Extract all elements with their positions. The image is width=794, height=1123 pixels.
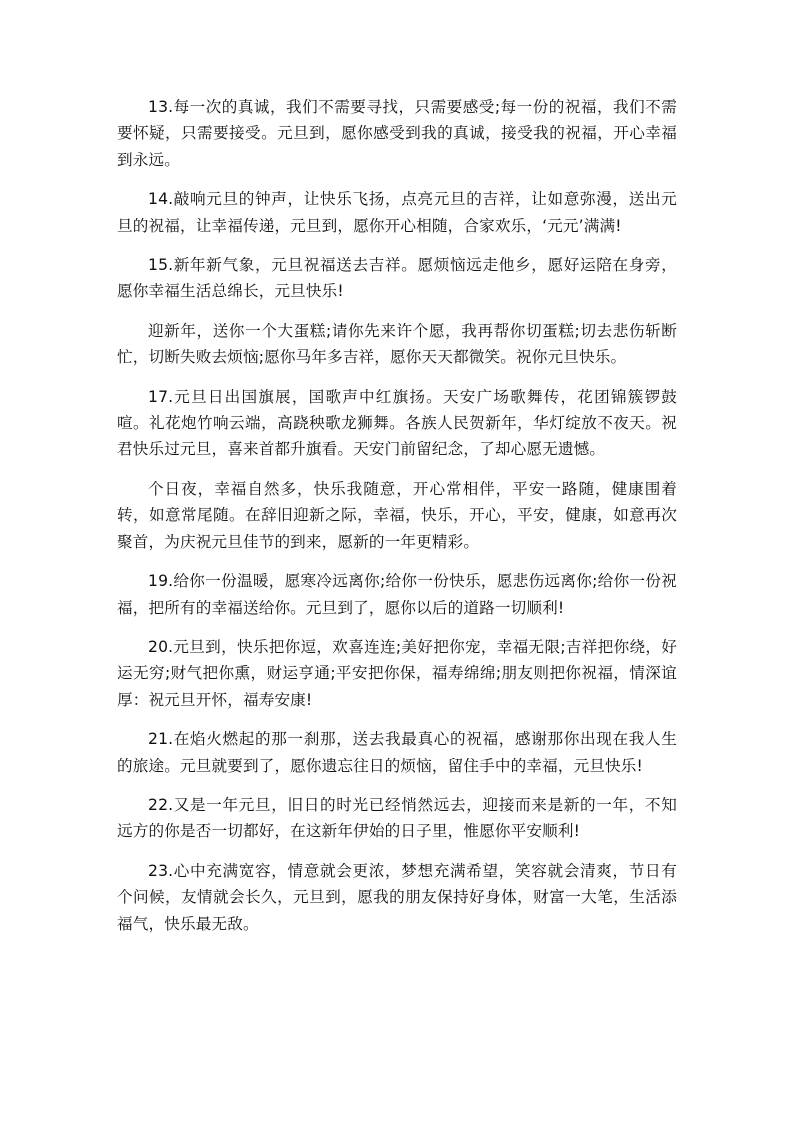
- paragraph-19: 19.给你一份温暖，愿寒冷远离你;给你一份快乐，愿悲伤远离你;给你一份祝福，把所有的幸福送给你。元旦到了，愿你以后的道路一切顺利!: [117, 572, 677, 617]
- paragraph-17: 17.元旦日出国旗展，国歌声中红旗扬。天安广场歌舞传，花团锦簇锣鼓喧。礼花炮竹响云端，高跷秧歌龙狮舞。各族人民贺新年，华灯绽放不夜天。祝君快乐过元旦，喜来首都升旗看。天安门前留纪念，了却心愿无遗憾。: [117, 387, 677, 459]
- paragraph-23: 23.心中充满宽容，情意就会更浓，梦想充满希望，笑容就会清爽，节日有个问候，友情就会长久，元旦到，愿我的朋友保持好身体，财富一大笔，生活添福气，快乐最无敌。: [117, 861, 677, 933]
- paragraph-15: 15.新年新气象，元旦祝福送去吉祥。愿烦恼远走他乡，愿好运陪在身旁，愿你幸福生活总绵长，元旦快乐!: [117, 256, 677, 301]
- paragraph-16: 迎新年，送你一个大蛋糕;请你先来许个愿，我再帮你切蛋糕;切去悲伤斩断忙，切断失败去烦恼;愿你马年多吉祥，愿你天天都微笑。祝你元旦快乐。: [117, 321, 677, 367]
- paragraph-20: 20.元旦到，快乐把你逗，欢喜连连;美好把你宠，幸福无限;吉祥把你绕，好运无穷;财气把你熏，财运亨通;平安把你保，福寿绵绵;朋友则把你祝福，情深谊厚：祝元旦开怀，福寿安康!: [117, 637, 677, 709]
- paragraph-21: 21.在焰火燃起的那一刹那，送去我最真心的祝福，感谢那你出现在我人生的旅途。元旦就要到了，愿你遗忘往日的烦恼，留住手中的幸福，元旦快乐!: [117, 730, 677, 775]
- paragraph-13: 13.每一次的真诚，我们不需要寻找，只需要感受;每一份的祝福，我们不需要怀疑，只需要接受。元旦到，愿你感受到我的真诚，接受我的祝福，开心幸福到永远。: [117, 98, 677, 169]
- paragraph-18: 个日夜，幸福自然多，快乐我随意，开心常相伴，平安一路随，健康围着转，如意常尾随。在辞旧迎新之际，幸福，快乐，开心，平安，健康，如意再次聚首，为庆祝元旦佳节的到来，愿新的一年更精彩。: [117, 479, 677, 551]
- paragraph-22: 22.又是一年元旦，旧日的时光已经悄然远去，迎接而来是新的一年，不知远方的你是否一切都好，在这新年伊始的日子里，惟愿你平安顺利!: [117, 795, 677, 841]
- paragraph-14: 14.敲响元旦的钟声，让快乐飞扬，点亮元旦的吉祥，让如意弥漫，送出元旦的祝福，让幸福传递，元旦到，愿你开心相随，合家欢乐，‘元元’满满!: [117, 190, 677, 235]
- document-body: [117, 94, 677, 950]
